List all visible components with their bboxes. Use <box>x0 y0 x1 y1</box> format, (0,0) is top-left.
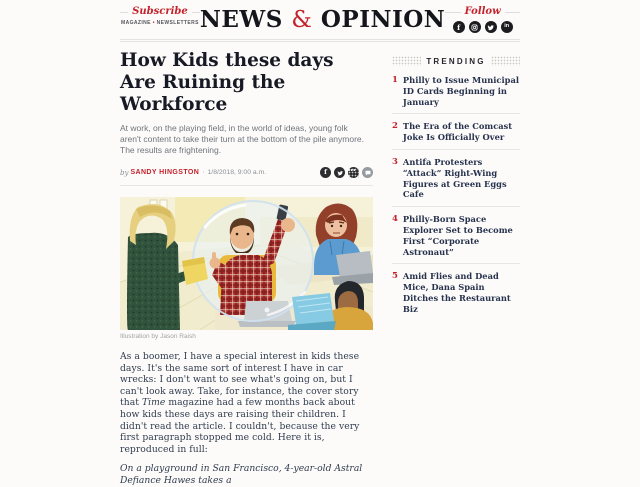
share-twitter-icon[interactable] <box>334 167 345 178</box>
trending-link[interactable]: Antifa Protesters “Attack” Right-Wing Figures at Green Eggs Cafe <box>402 156 507 200</box>
trending-link[interactable]: Philly-Born Space Explorer Set to Become First “Corporate Astronaut” <box>402 214 513 257</box>
social-icons <box>445 21 520 33</box>
article-paragraph: As a boomer, I have a special interest in kids these days. It's the same sort of interest I have in car wrecks: I don't want to see what's going on, but I can't look away. Take, for instance, the cover story that Time magazine had a few months back about how kids these days are raising their children. I didn't read the article. I couldn't, because the very first paragraph stopped me cold. Here it is, reproduced in full: <box>120 351 360 455</box>
instagram-icon[interactable] <box>469 21 481 33</box>
trending-item-1[interactable] <box>392 68 520 114</box>
section-logo[interactable]: NEWS & OPINION <box>199 6 446 33</box>
trending-header <box>392 56 520 66</box>
header-divider <box>120 39 520 42</box>
byline-row <box>120 167 373 186</box>
subscribe-sublinks <box>120 20 200 26</box>
follow-label: Follow <box>464 6 501 17</box>
comments-icon[interactable] <box>362 167 373 178</box>
newsletters-link[interactable]: NEWSLETTERS <box>156 20 199 26</box>
trending-link[interactable]: Amid Flies and Dead Mice, Dana Spain Ditches the Restaurant Biz <box>402 271 511 314</box>
article-dek: At work, on the playing field, in the world of ideas, young folk aren't content to take their turn at the bottom of the pile anymore. The results are frightening. <box>120 123 365 155</box>
linkedin-icon[interactable]: in <box>501 21 513 33</box>
dots-decoration-right <box>491 56 520 66</box>
trending-item-2[interactable] <box>392 114 520 150</box>
brand-block <box>200 5 445 35</box>
article-column <box>120 48 373 487</box>
trending-item-4[interactable] <box>392 207 520 264</box>
share-icons <box>320 167 373 178</box>
share-more-icon[interactable]: ••• <box>348 167 359 178</box>
byline-prefix: by <box>120 168 129 177</box>
trending-rank: 4 <box>392 214 398 225</box>
subscribe-link[interactable]: Subscribe <box>132 6 188 17</box>
trending-rank: 5 <box>392 271 398 282</box>
byline-separator: · <box>202 169 205 176</box>
site-header <box>120 5 520 37</box>
publish-date: 1/8/2018, 9:00 a.m. <box>207 169 267 176</box>
author-link[interactable]: SANDY HINGSTON <box>130 169 200 176</box>
illustration-credit: Illustration by Jason Raish <box>120 333 196 340</box>
trending-item-3[interactable] <box>392 150 520 207</box>
trending-rank: 1 <box>392 75 398 85</box>
sub-separator: • <box>152 20 155 26</box>
trending-rank: 3 <box>392 156 398 167</box>
trending-link[interactable]: Philly to Issue Municipal ID Cards Beginning in January <box>402 75 519 107</box>
trending-item-5[interactable] <box>392 264 520 320</box>
page <box>120 0 520 487</box>
magazine-link[interactable]: MAGAZINE <box>121 20 151 26</box>
trending-title: TRENDING <box>426 56 486 66</box>
article-quote-excerpt: On a playground in San Francisco, 4-year-old Astral Defiance Hawes takes a <box>120 463 363 486</box>
trending-link[interactable]: The Era of the Comcast Joke Is Officially Over <box>402 121 513 143</box>
article-title: How Kids these days Are Ruining the Workforce <box>120 50 334 115</box>
article-illustration <box>120 197 373 330</box>
dots-decoration-left <box>392 56 421 66</box>
subscribe-block <box>120 5 200 26</box>
trending-rank: 2 <box>392 121 398 132</box>
trending-sidebar <box>392 48 520 487</box>
share-facebook-icon[interactable]: f <box>320 167 331 178</box>
time-magazine-italic: Time <box>141 397 166 409</box>
twitter-icon[interactable] <box>485 21 497 33</box>
brand-ampersand: & <box>291 7 313 33</box>
facebook-icon[interactable]: f <box>453 21 465 33</box>
follow-block <box>445 5 520 33</box>
